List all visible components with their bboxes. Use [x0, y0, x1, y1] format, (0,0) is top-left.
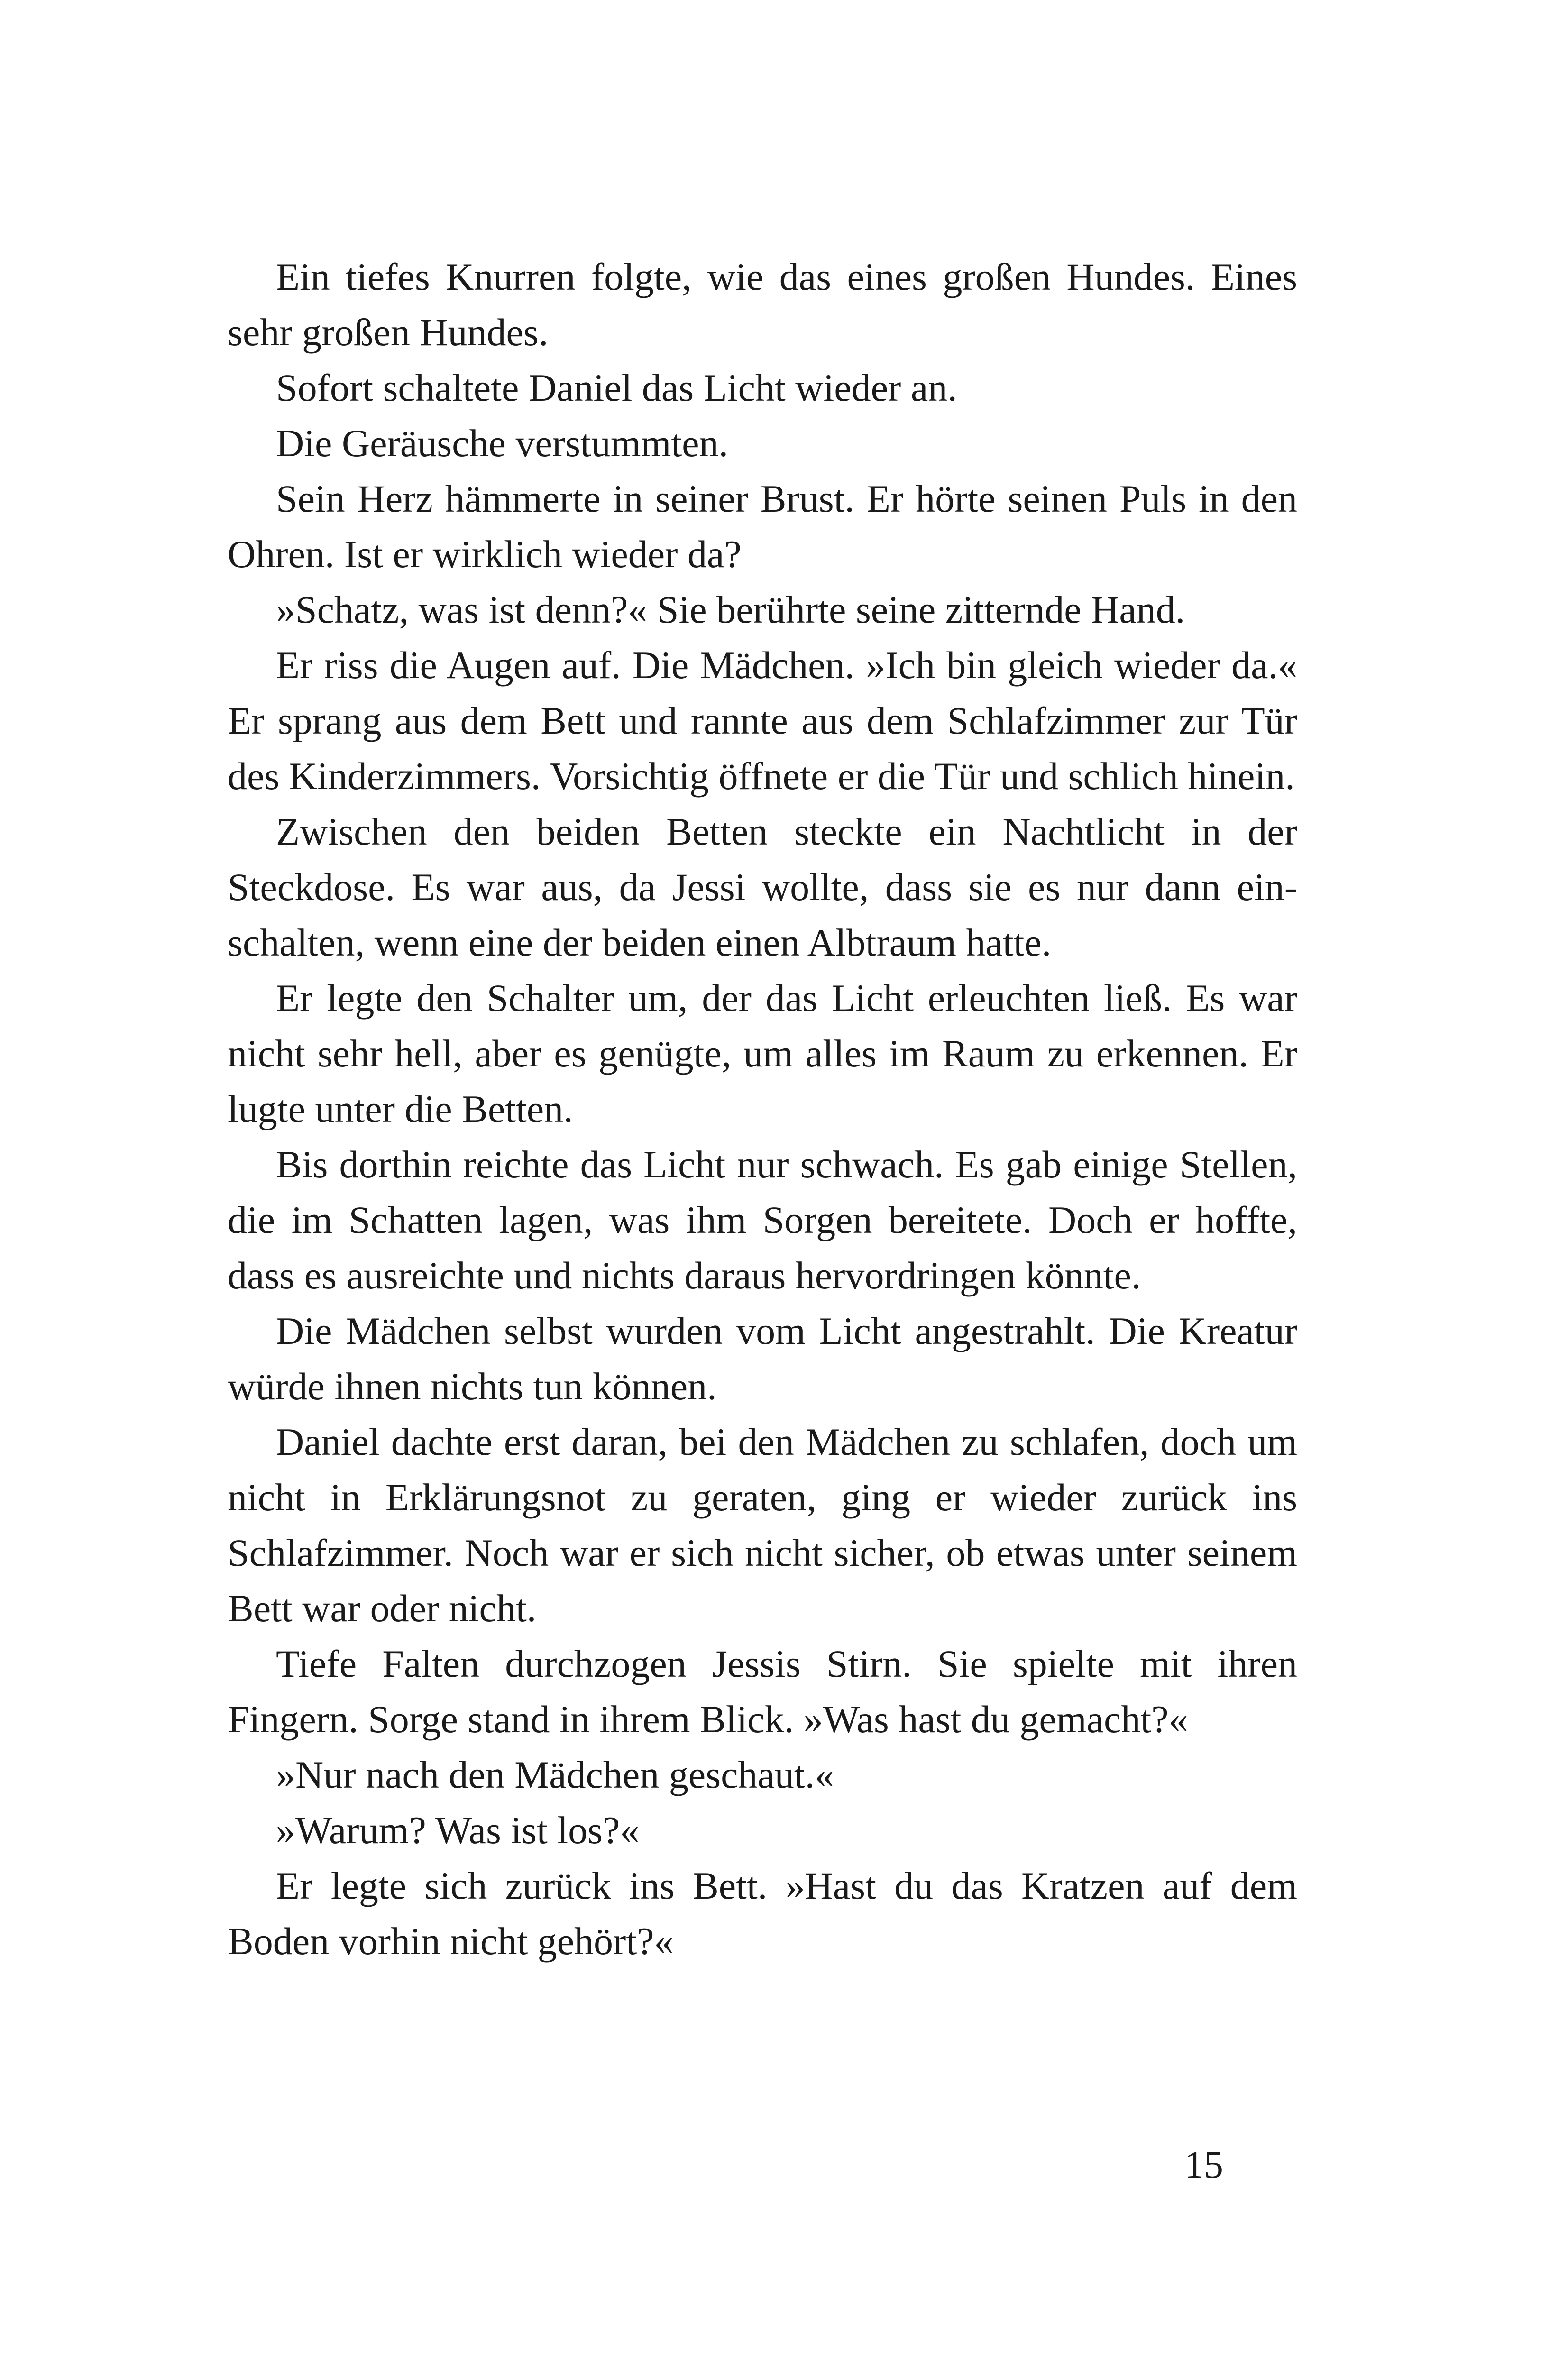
paragraph: Sofort schaltete Daniel das Licht wieder an.	[276, 366, 957, 409]
paragraph: Er legte den Schalter um, der das Licht erleuchten ließ. Es war nicht sehr hell, aber es genügte, um alles im Raum zu erkennen. Er lugte unter die Betten.	[228, 976, 1297, 1130]
paragraph: »Nur nach den Mädchen geschaut.«	[276, 1753, 834, 1796]
body-text	[228, 249, 1297, 1969]
paragraph: Daniel dachte erst daran, bei den Mädchen zu schlafen, doch um nicht in Erklärungsnot zu geraten, ging er wieder zurück ins Schlafzimmer. Noch war er sich nicht sicher, ob etwas unter seinem Bett war oder nicht.	[228, 1420, 1297, 1630]
page-number: 15	[1184, 2143, 1223, 2186]
paragraph: Er legte sich zurück ins Bett. »Hast du das Kratzen auf dem Boden vorhin nicht gehört?«	[228, 1864, 1297, 1963]
paragraph: »Schatz, was ist denn?« Sie berührte seine zitternde Hand.	[276, 588, 1185, 631]
paragraph: Zwischen den beiden Betten steckte ein Nachtlicht in der Steckdose. Es war aus, da Jessi wollte, dass sie es nur dann einschalten, wenn eine der beiden einen Albtraum hatte.	[228, 810, 1297, 964]
paragraph: Ein tiefes Knurren folgte, wie das eines großen Hundes. Eines sehr großen Hundes.	[228, 255, 1297, 354]
paragraph: Die Mädchen selbst wurden vom Licht angestrahlt. Die Kreatur würde ihnen nichts tun können.	[228, 1309, 1297, 1408]
paragraph: Tiefe Falten durchzogen Jessis Stirn. Sie spielte mit ihren Fingern. Sorge stand in ihrem Blick. »Was hast du gemacht?«	[228, 1642, 1297, 1741]
paragraph: Sein Herz hämmerte in seiner Brust. Er hörte seinen Puls in den Ohren. Ist er wirklich wieder da?	[228, 477, 1297, 576]
paragraph: Bis dorthin reichte das Licht nur schwach. Es gab einige Stellen, die im Schatten lagen, was ihm Sorgen bereitete. Doch er hoffte, dass es ausreichte und nichts daraus hervordringen könnte.	[228, 1143, 1297, 1297]
paragraph: »Warum? Was ist los?«	[276, 1809, 640, 1852]
paragraph: Die Geräusche verstummten.	[276, 422, 729, 465]
paragraph: Er riss die Augen auf. Die Mädchen. »Ich bin gleich wieder da.« Er sprang aus dem Bett und rannte aus dem Schlafzimmer zur Tür des Kinderzimmers. Vorsichtig öffnete er die Tür und schlich hinein.	[228, 643, 1297, 798]
